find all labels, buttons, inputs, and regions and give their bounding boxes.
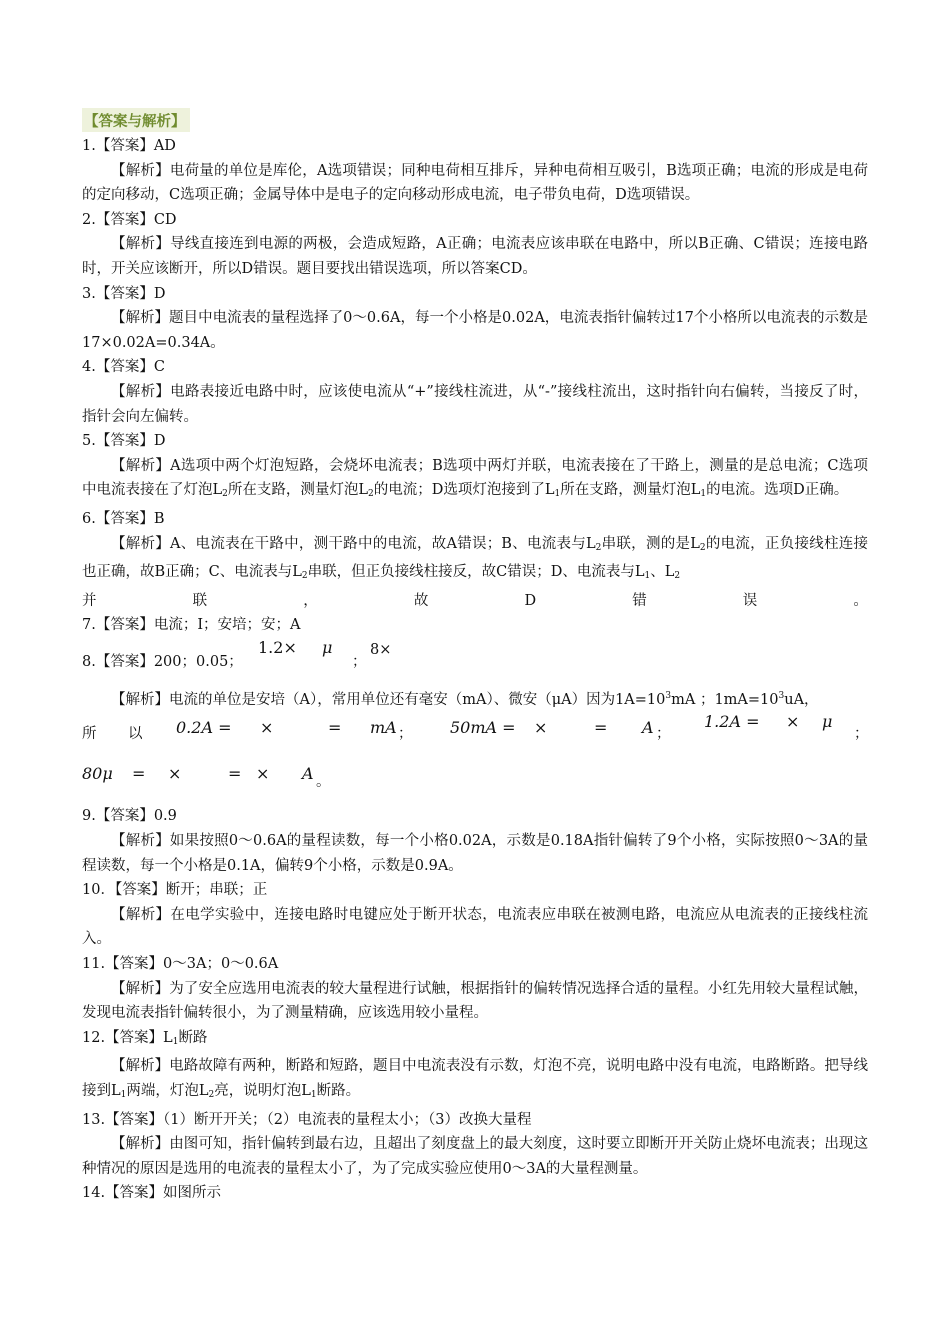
answer-line-8: 8.【答案】200；0.05； 1.2× μ ； 8× [82, 637, 392, 670]
explanation-5: 【解析】A选项中两个灯泡短路，会烧坏电流表；B选项中两灯并联，电流表接在了干路上，测量的是总电流；C选项中电流表接在了灯泡$L_2$所在支路，测量灯泡$L_2$的电流；D选项灯泡接到了$L_1$所在支路，测量灯泡$L_1$的电流。选项D正确。 [82, 457, 868, 500]
section-title: 【答案与解析】 [82, 108, 190, 132]
answer-line-13: 13.【答案】（1）断开开关；（2）电流表的量程太小；（3）改换大量程 [82, 1111, 532, 1128]
answer-line-14: 14.【答案】如图所示 [82, 1185, 222, 1202]
answer-line-11: 11.【答案】0～3A；0～0.6A [82, 956, 279, 973]
answer-line-2: 2.【答案】CD [82, 211, 177, 228]
explanation-10: 【解析】在电学实验中，连接电路时电键应处于断开状态，电流表应串联在被测电路，电流应从电流表的正接线柱流入。 [82, 906, 868, 948]
answer-line-1: 1.【答案】AD [82, 138, 176, 154]
explanation-2: 【解析】导线直接连到电源的两极，会造成短路，A正确；电流表应该串联在电路中，所以B正确、C错误；连接电路时，开关应该断开，所以D错误。题目要找出错误选项，所以答案CD。 [82, 236, 868, 277]
answer-line-6: 6.【答案】B [82, 510, 165, 527]
explanation-1: 【解析】电荷量的单位是库伦，A选项错误；同种电荷相互排斥，异种电荷相互吸引，B选项正确；电流的形成是电荷的定向移动，C选项正确；金属导体中是电子的定向移动形成电流，电子带负电荷，D选项错误。 [82, 162, 868, 204]
explanation-6: 【解析】A、电流表在干路中，测干路中的电流，故A错误；B、电流表与$L_2$串联，测的是$L_2$的电流，正负接线柱连接也正确，故B正确；C、电流表与$L_2$串联，但正负接线柱接反，故C错误；D、电流表与$L_1$、$L_2$ [82, 535, 869, 582]
answer-line-3: 3.【答案】D [82, 285, 166, 302]
explanation-8: 【解析】电流的单位是安培（A），常用单位还有毫安（mA）、微安（μA）因为$1A=10^3mA$ ；$1mA=10^3uA$， [111, 690, 819, 708]
answer-line-4: 4.【答案】C [82, 359, 165, 376]
answer-sheet [82, 108, 868, 1206]
explanation-3: 【解析】题目中电流表的量程选择了0～0.6A，每一个小格是0.02A，电流表指针偏转过17个小格所以电流表的示数是17×0.02A=0.34A。 [82, 310, 868, 351]
answer-line-12: 12.【答案】$L_1$断路 [82, 1029, 208, 1047]
formula-row-1: 所 以 0.2A = × = mA ； 50mA = × = A ； 1.2A = × μ ； [82, 712, 869, 743]
answer-line-7: 7.【答案】电流；I；安培；安；A [82, 617, 301, 634]
explanation-11: 【解析】为了安全应选用电流表的较大量程进行试触，根据指针的偏转情况选择合适的量程。小红先用较大量程试触，发现电流表指针偏转很小，为了测量精确，应该选用较小量程。 [82, 980, 868, 1022]
explanation-6-tail: 并 联 ， 故 D 错 误 。 [82, 592, 868, 609]
explanation-9: 【解析】如果按照0～0.6A的量程读数，每一个小格0.02A，示数是0.18A指针偏转了9个小格，实际按照0～3A的量程读数，每一个小格是0.1A，偏转9个小格，示数是0.9A。 [82, 833, 868, 874]
explanation-13: 【解析】由图可知，指针偏转到最右边，且超出了刻度盘上的最大刻度，这时要立即断开开关防止烧坏电流表；出现这种情况的原因是选用的电流表的量程太小了，为了完成实验应使用0～3A的大量程测量。 [82, 1136, 868, 1177]
answer-line-5: 5.【答案】D [82, 433, 166, 450]
explanation-12: 【解析】电路故障有两种，断路和短路，题目中电流表没有示数，灯泡不亮，说明电路中没有电流，电路断路。把导线接到$L_1$两端，灯泡$L_2$亮，说明灯泡$L_1$断路。 [82, 1058, 868, 1100]
answer-line-9: 9.【答案】0.9 [82, 808, 177, 825]
formula-row-2: 80μ = × = × A 。 [82, 764, 331, 791]
answer-line-10: 10．【答案】断开；串联；正 [82, 882, 268, 899]
explanation-4: 【解析】电路表接近电路中时，应该使电流从“+”接线柱流进，从“-”接线柱流出，这时指针向右偏转，当接反了时，指针会向左偏转。 [82, 383, 868, 425]
